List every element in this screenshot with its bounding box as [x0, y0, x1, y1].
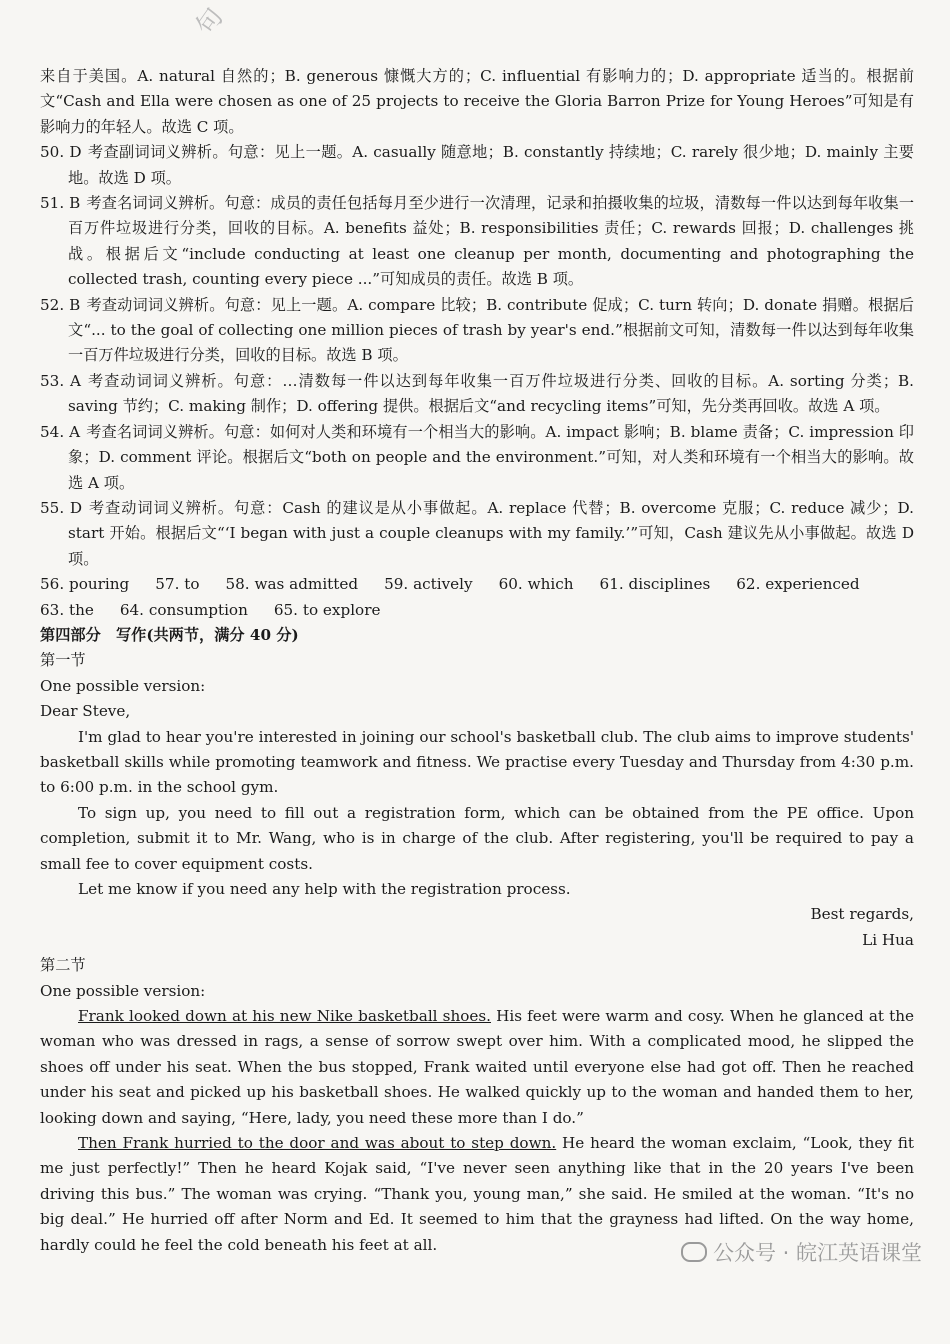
fill-answer: 59. actively	[384, 575, 473, 594]
answer-number: 55. D	[40, 498, 83, 517]
answer-item-50	[40, 140, 914, 191]
story-body: His feet were warm and cosy. When he glanced at the woman who was dressed in rags, a sense of sorrow swept over him. With a complicated mood, he slipped the shoes off under his seat. When the bus stopped, Frank waited until everyone else had got off. Then he reached under his seat and picked up his basketball shoes. He walked quickly up to the woman and handed them to her, looking down and saying, “Here, lady, you need these more than I do.”	[40, 1007, 914, 1127]
watermark-bottom	[681, 1237, 922, 1267]
fill-answer: 62. experienced	[736, 575, 860, 594]
fill-answer: 65. to explore	[273, 600, 381, 619]
answer-item-54	[40, 420, 914, 496]
answer-number: 52. B	[40, 295, 81, 314]
answer-number: 51. B	[40, 194, 81, 213]
letter-paragraph: I'm glad to hear you're interested in joining our school's basketball club. The club aims to improve students' basketball skills while promoting teamwork and fitness. We practise every Tuesday and Thursday from 4:30 p.m. to 6:00 p.m. in the school gym.	[40, 727, 914, 797]
fill-answer: 57. to	[155, 575, 200, 594]
answer-text: 考查名词词义辨析。句意：如何对人类和环境有一个相当大的影响。A. impact 影响；B. blame 责备；C. impression 印象；D. comment 评论。根据后文“both on people and the environment.”可知，对人类和环境有一个相当大的影响。故选 A 项。	[68, 422, 914, 492]
answer-item-55	[40, 496, 914, 572]
fill-answer: 61. disciplines	[599, 575, 711, 594]
section1-label: 第一节	[40, 651, 86, 670]
story-body: He heard the woman exclaim, “Look, they fit me just perfectly!” Then he heard Kojak said, “I've never seen anything like that in the 20 years I've been driving this bus.” The woman was crying. “Thank you, young man,” she said. He smiled at the woman. “It's no big deal.” He hurried off after Norm and Ed. It seemed to him that the grayness had lifted. On the way home, hardly could he feel the cold beneath his feet at all.	[40, 1134, 914, 1254]
watermark-text: 公众号 · 皖江英语课堂	[712, 1241, 922, 1265]
watermark-top: 句	[190, 2, 230, 42]
letter-closing: Best regards,	[810, 905, 914, 924]
letter-signature: Li Hua	[862, 930, 914, 949]
letter-greeting: Dear Steve,	[40, 702, 131, 721]
wechat-icon	[681, 1242, 707, 1262]
letter-paragraph: Let me know if you need any help with the registration process.	[78, 880, 571, 898]
answer-text: 考查名词词义辨析。句意：成员的责任包括每月至少进行一次清理，记录和拍摄收集的垃圾，清数每一件以达到每年收集一百万件垃圾进行分类，回收的目标。A. benefits 益处；B. responsibilities 责任；C. rewards 回报；D. challenges 挑战。根据后文“include conducting at least one cleanup per month, documenting and photographing the collected trash, counting every piece ...”可知成员的责任。故选 B 项。	[68, 194, 915, 289]
answer-text: 考查动词词义辨析。句意：Cash 的建议是从小事做起。A. replace 代替；B. overcome 克服；C. reduce 减少；D. start 开始。根据后文“‘I began with just a couple cleanups with my family.’”可知，Cash 建议先从小事做起。故选 D 项。	[68, 498, 914, 568]
answer-text: 考查动词词义辨析。句意：见上一题。A. compare 比较；B. contribute 促成；C. turn 转向；D. donate 捐赠。根据后文“... to the goal of collecting one million pieces of trash by year's end.”根据前文可知，清数每一件以达到每年收集一百万件垃圾进行分类，回收的目标。故选 B 项。	[68, 295, 914, 365]
part4-heading: 第四部分 写作(共两节，满分 40 分)	[40, 625, 299, 644]
letter-paragraph: To sign up, you need to fill out a registration form, which can be obtained from the PE office. Upon completion, submit it to Mr. Wang, who is in charge of the club. After registering, you'll be required to pay a small fee to cover equipment costs.	[40, 803, 914, 873]
answer-item-51	[40, 191, 914, 293]
answer-number: 53. A	[40, 371, 81, 390]
answer-text: 考查动词词义辨析。句意：…清数每一件以达到每年收集一百万件垃圾进行分类、回收的目标。A. sorting 分类；B. saving 节约；C. making 制作；D. offering 提供。根据后文“and recycling items”可知，先分类再回收。故选 A 项。	[68, 371, 914, 416]
fill-answer: 56. pouring	[40, 575, 130, 594]
answer-text: 考查副词词义辨析。句意：见上一题。A. casually 随意地；B. constantly 持续地；C. rarely 很少地；D. mainly 主要地。故选 D 项。	[68, 143, 914, 187]
fill-answer: 60. which	[498, 575, 574, 594]
fill-in-answers	[40, 572, 914, 623]
answer-item-52	[40, 293, 914, 369]
section2-version: One possible version:	[40, 981, 206, 1000]
answer-item-53	[40, 369, 914, 420]
document-page	[40, 64, 914, 1258]
fill-answer: 63. the	[40, 600, 94, 619]
fill-answer: 58. was admitted	[225, 575, 359, 594]
answer-number: 54. A	[40, 422, 81, 441]
story-lead-sentence: Then Frank hurried to the door and was about to step down.	[78, 1134, 557, 1153]
section2-label: 第二节	[40, 956, 86, 975]
section1-version: One possible version:	[40, 676, 206, 695]
story-paragraph-1	[40, 1004, 914, 1131]
intro-paragraph: 来自于美国。A. natural 自然的；B. generous 慷慨大方的；C. influential 有影响力的；D. appropriate 适当的。根据前文“Cash and Ella were chosen as one of 25 projects to receive the Gloria Barron Prize for Young Heroes”可知是有影响力的年轻人。故选 C 项。	[40, 67, 914, 136]
answer-number: 50. D	[40, 143, 82, 162]
story-lead-sentence: Frank looked down at his new Nike basketball shoes.	[78, 1007, 491, 1026]
fill-answer: 64. consumption	[119, 600, 248, 619]
